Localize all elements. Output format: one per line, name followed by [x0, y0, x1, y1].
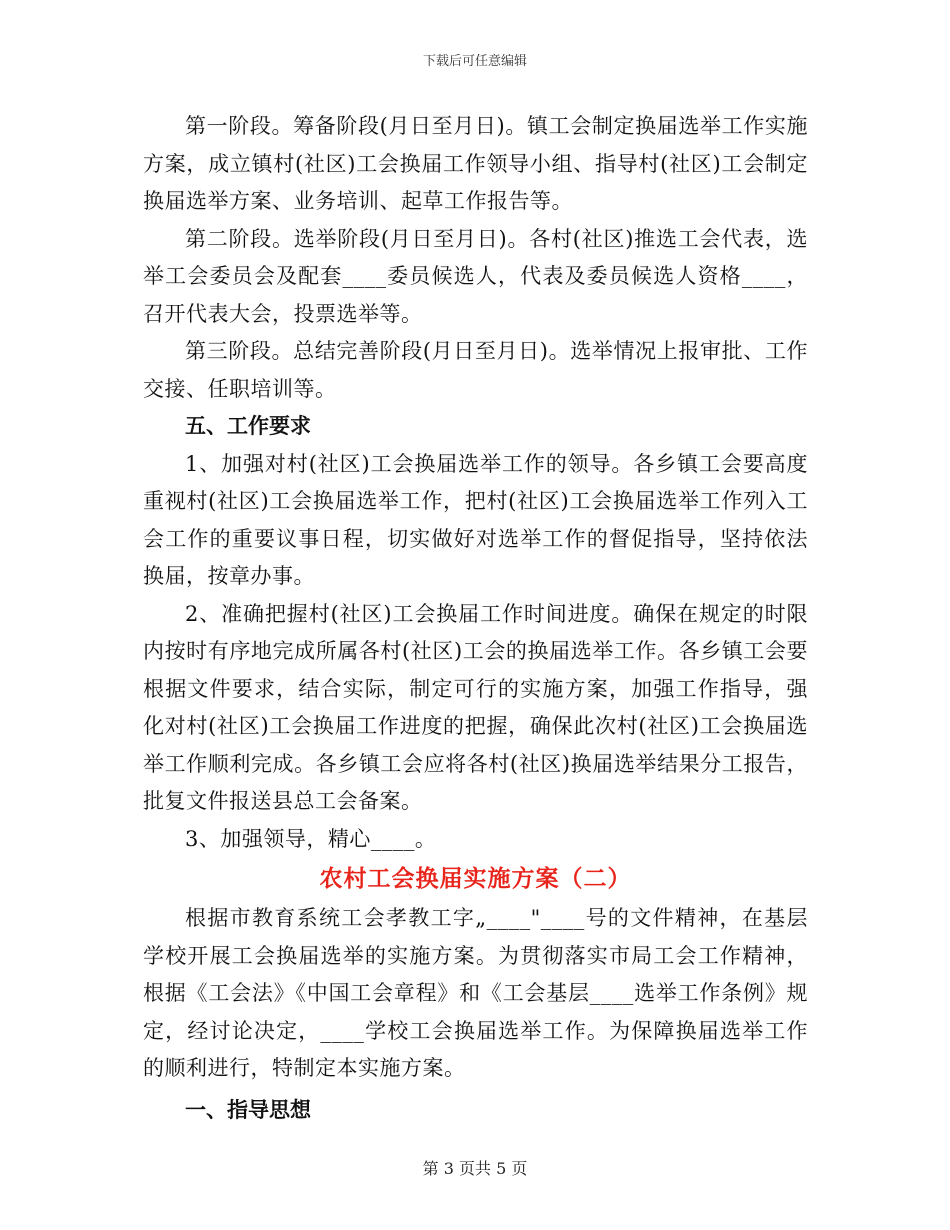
requirement-2-paragraph: 2、准确把握村(社区)工会换届工作时间进度。确保在规定的时限内按时有序地完成所属各村(社区)工会的换届选举工作。各乡镇工会要根据文件要求，结合实际，制定可行的实施方案，加强工作指导，强化对村(社区)工会换届工作进度的把握，确保此次村(社区)工会换届选举工作顺利完成。各乡镇工会应将各村(社区)换届选举结果分工报告，批复文件报送县总工会备案。: [143, 601, 808, 813]
page-header: 下载后可任意编辑: [422, 54, 527, 69]
stage1-paragraph: 第一阶段。筹备阶段(月日至月日)。镇工会制定换届选举工作实施方案，成立镇村(社区)工会换届工作领导小组、指导村(社区)工会制定换届选举方案、业务培训、起草工作报告等。: [143, 114, 808, 213]
document-body: [143, 108, 808, 1129]
stage2-paragraph: 第二阶段。选举阶段(月日至月日)。各村(社区)推选工会代表，选举工会委员会及配套____委员候选人，代表及委员候选人资格____，召开代表大会，投票选举等。: [143, 226, 808, 326]
requirement-1-paragraph: 1、加强对村(社区)工会换届选举工作的领导。各乡镇工会要高度重视村(社区)工会换届选举工作，把村(社区)工会换届选举工作列入工会工作的重要议事日程，切实做好对选举工作的督促指导，坚持依法换届，按章办事。: [143, 451, 808, 588]
section-heading-work-requirements: 五、工作要求: [185, 414, 311, 438]
stage3-paragraph: 第三阶段。总结完善阶段(月日至月日)。选举情况上报审批、工作交接、任职培训等。: [143, 339, 808, 401]
document-title-red: 农村工会换届实施方案（二）: [319, 865, 632, 892]
intro-paragraph: 根据市教育系统工会孝教工字„____"____号的文件精神，在基层学校开展工会换届选举的实施方案。为贯彻落实市局工会工作精神，根据《工会法》《中国工会章程》和《工会基层____选举工作条例》规定，经讨论决定，____学校工会换届选举工作。为保障换届选举工作的顺利进行，特制定本实施方案。: [143, 906, 808, 1080]
section-heading-guiding-ideology: 一、指导思想: [185, 1097, 311, 1122]
requirement-3-paragraph: 3、加强领导，精心____。: [185, 826, 437, 851]
page-footer: 第 3 页共 5 页: [422, 1159, 528, 1178]
